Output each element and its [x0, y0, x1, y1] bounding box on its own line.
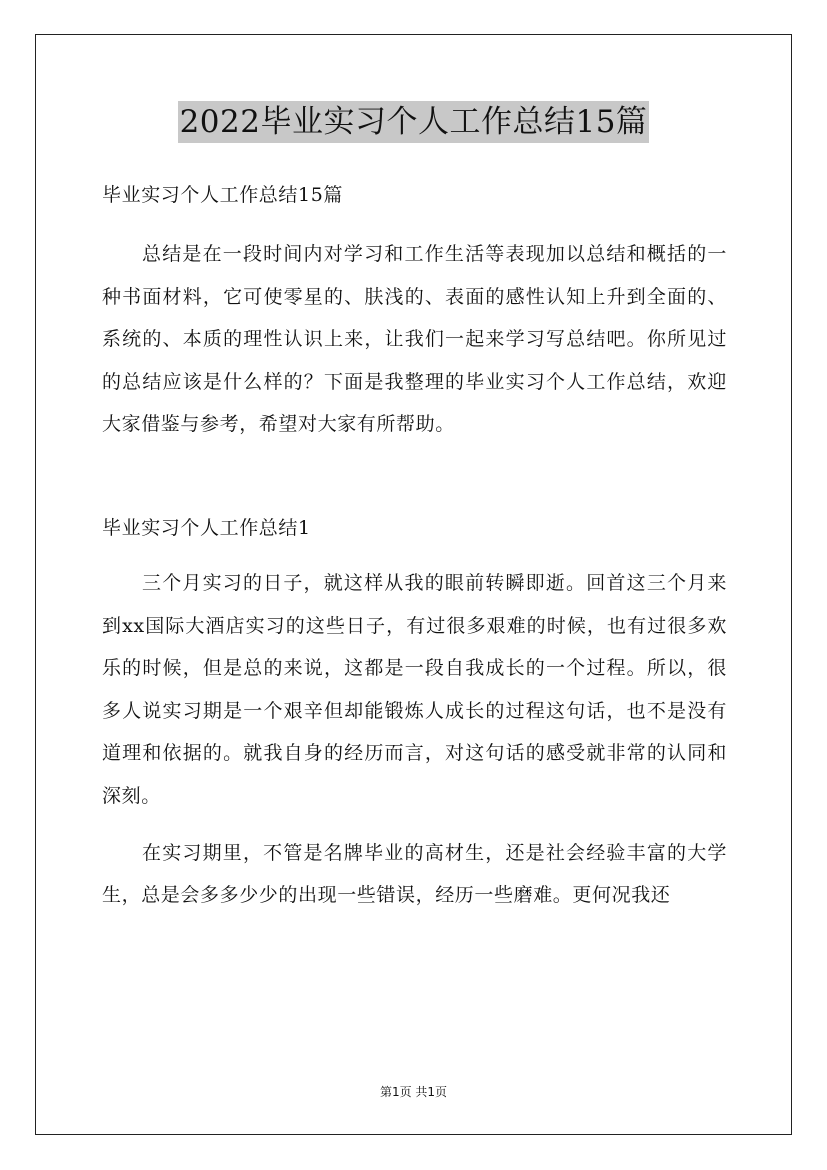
section-paragraph-1: 三个月实习的日子，就这样从我的眼前转瞬即逝。回首这三个月来到xx国际大酒店实习的这些日子，有过很多艰难的时候，也有过很多欢乐的时候，但是总的来说，这都是一段自我成长的一个过程。所以，很多人说实习期是一个艰辛但却能锻炼人成长的过程这句话，也不是没有道理和依据的。就我自身的经历而言，对这句话的感受就非常的认同和深刻。: [102, 571, 727, 807]
page-number-footer: 第1页 共1页: [379, 1085, 448, 1099]
document-title: 2022毕业实习个人工作总结15篇: [178, 101, 650, 143]
document-title-wrapper: [0, 101, 827, 143]
document-subtitle: 毕业实习个人工作总结15篇: [102, 184, 343, 206]
section-heading: 毕业实习个人工作总结1: [102, 516, 311, 539]
document-body: [102, 175, 727, 917]
section-paragraph-2: 在实习期里，不管是名牌毕业的高材生，还是社会经验丰富的大学生，总是会多多少少的出现一些错误，经历一些磨难。更何况我还: [102, 841, 727, 907]
intro-paragraph: 总结是在一段时间内对学习和工作生活等表现加以总结和概括的一种书面材料，它可使零星的、肤浅的、表面的感性认知上升到全面的、系统的、本质的理性认识上来，让我们一起来学习写总结吧。你所见过的总结应该是什么样的？下面是我整理的毕业实习个人工作总结，欢迎大家借鉴与参考，希望对大家有所帮助。: [102, 243, 727, 436]
